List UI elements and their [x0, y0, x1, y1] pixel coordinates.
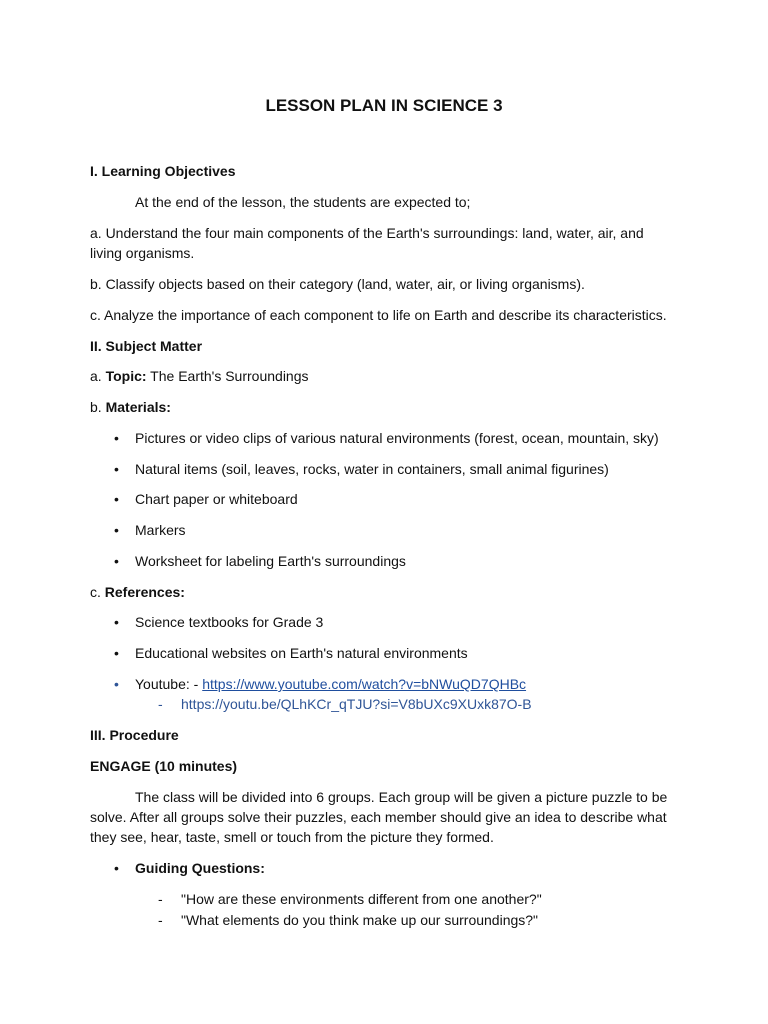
objective-c: c. Analyze the importance of each component to life on Earth and describe its characteristics. [90, 307, 667, 323]
material-item: Markers [135, 522, 186, 538]
material-item: Chart paper or whiteboard [135, 491, 298, 507]
references-prefix: c. [90, 584, 105, 600]
bullet-icon: • [114, 645, 119, 661]
topic-line [90, 366, 309, 386]
guiding-question: "What elements do you think make up our surroundings?" [181, 912, 539, 928]
reference-item: Educational websites on Earth's natural environments [135, 645, 468, 661]
youtube-link-2[interactable]: https://youtu.be/QLhKCr_qTJU?si=V8bUXc9XUxk87O-B [181, 696, 532, 712]
dash-icon: - [158, 912, 163, 928]
youtube-reference [135, 674, 526, 694]
bullet-icon: • [114, 461, 119, 477]
materials-prefix: b. [90, 399, 106, 415]
dash-icon: - [158, 696, 163, 712]
objective-b: b. Classify objects based on their category (land, water, air, or living organisms). [90, 276, 585, 292]
section-heading-subject-matter: II. Subject Matter [90, 338, 203, 354]
bullet-icon: • [114, 491, 119, 507]
bullet-icon: • [114, 676, 119, 692]
guiding-question: "How are these environments different from one another?" [181, 891, 542, 907]
materials-label: Materials: [105, 399, 171, 415]
engage-paragraph-line2: solve. After all groups solve their puzzles, each member should give an idea to describe what [90, 809, 667, 825]
bullet-icon: • [114, 430, 119, 446]
reference-item: Science textbooks for Grade 3 [135, 614, 324, 630]
references-label: References: [104, 584, 185, 600]
dash-icon: - [158, 891, 163, 907]
youtube-label: Youtube: - [135, 676, 203, 692]
page-title: LESSON PLAN IN SCIENCE 3 [265, 96, 503, 115]
material-item: Worksheet for labeling Earth's surroundings [135, 553, 406, 569]
bullet-icon: • [114, 860, 119, 876]
objective-a-line2: living organisms. [90, 245, 195, 261]
engage-paragraph-line3: they see, hear, taste, smell or touch from the picture they formed. [90, 829, 494, 845]
section-heading-procedure: III. Procedure [90, 727, 179, 743]
topic-prefix: a. [90, 368, 106, 384]
section-heading-objectives: I. Learning Objectives [90, 163, 236, 179]
references-line [90, 582, 185, 602]
youtube-link-1[interactable]: https://www.youtube.com/watch?v=bNWuQD7QHBc [202, 676, 527, 692]
bullet-icon: • [114, 614, 119, 630]
objectives-intro: At the end of the lesson, the students are expected to; [135, 194, 471, 210]
topic-value: The Earth's Surroundings [146, 368, 309, 384]
guiding-questions-label: Guiding Questions: [135, 860, 265, 876]
topic-label: Topic: [105, 368, 147, 384]
materials-line [90, 397, 171, 417]
material-item: Natural items (soil, leaves, rocks, water in containers, small animal figurines) [135, 461, 609, 477]
bullet-icon: • [114, 522, 119, 538]
objective-a-line1: a. Understand the four main components of the Earth's surroundings: land, water, air, and [90, 225, 644, 241]
bullet-icon: • [114, 553, 119, 569]
material-item: Pictures or video clips of various natural environments (forest, ocean, mountain, sky) [135, 430, 659, 446]
engage-heading: ENGAGE (10 minutes) [90, 758, 238, 774]
engage-paragraph-line1: The class will be divided into 6 groups. Each group will be given a picture puzzle to be [135, 789, 668, 805]
